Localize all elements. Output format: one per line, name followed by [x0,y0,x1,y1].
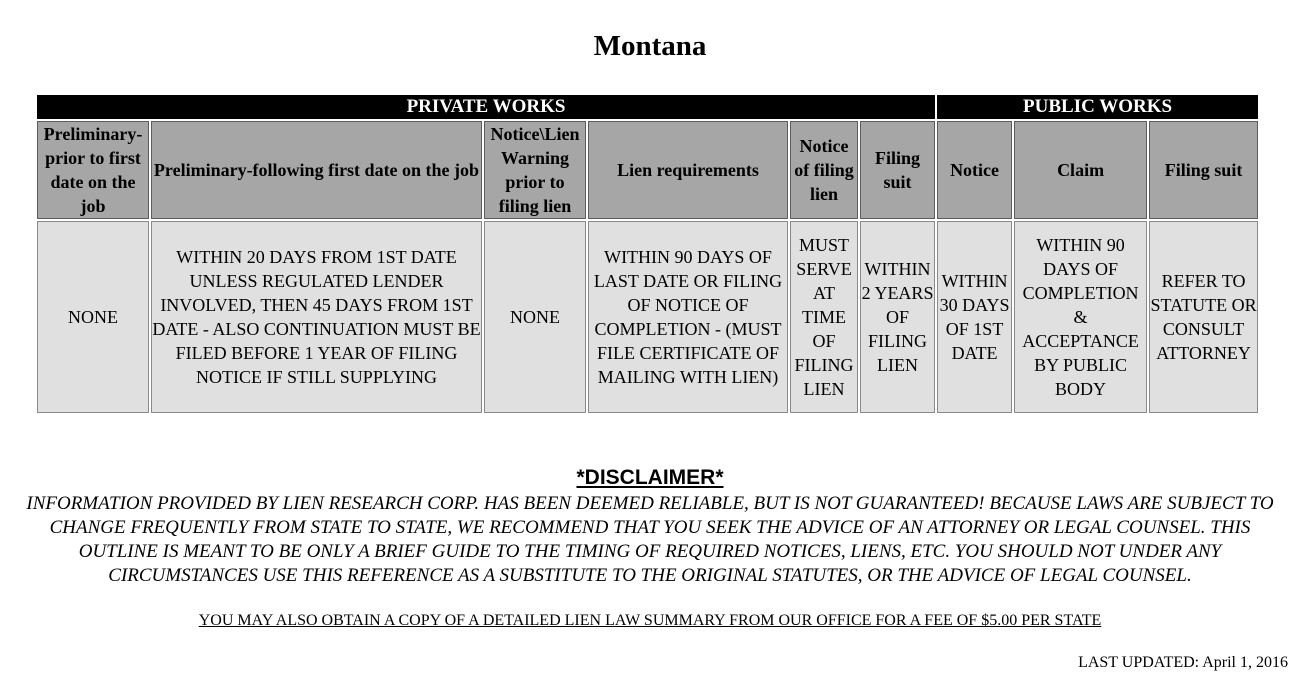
column-header-row [37,121,1258,219]
summary-link-container [0,610,1300,632]
cell-public-claim: WITHIN 90 DAYS OF COMPLETION & ACCEPTANCE BY PUBLIC BODY [1014,221,1147,413]
cell-public-notice: WITHIN 30 DAYS OF 1ST DATE [937,221,1012,413]
column-header-notice-lien-warning: Notice\Lien Warning prior to filing lien [484,121,586,219]
disclaimer-text: INFORMATION PROVIDED BY LIEN RESEARCH CORP. HAS BEEN DEEMED RELIABLE, BUT IS NOT GUARANTEED! BECAUSE LAWS ARE SUBJECT TO CHANGE FREQUENTLY FROM STATE TO STATE, WE RECOMMEND THAT YOU SEEK THE ADVICE OF AN ATTORNEY OR LEGAL COUNSEL. THIS OUTLINE IS MEANT TO BE ONLY A BRIEF GUIDE TO THE TIMING OF REQUIRED NOTICES, LIENS, ETC. YOU SHOULD NOT UNDER ANY CIRCUMSTANCES USE THIS REFERENCE AS A SUBSTITUTE TO THE ORIGINAL STATUTES, OR THE ADVICE OF LEGAL COUNSEL. [26,493,1274,586]
lien-summary-link[interactable]: YOU MAY ALSO OBTAIN A COPY OF A DETAILED LIEN LAW SUMMARY FROM OUR OFFICE FOR A FEE OF $5.00 PER STATE [198,612,1102,629]
column-header-public-filing-suit: Filing suit [1149,121,1258,219]
cell-lien-requirements: WITHIN 90 DAYS OF LAST DATE OR FILING OF NOTICE OF COMPLETION - (MUST FILE CERTIFICATE OF MAILING WITH LIEN) [588,221,788,413]
column-header-preliminary-following: Preliminary-following first date on the job [151,121,482,219]
column-header-notice-of-filing-lien: Notice of filing lien [790,121,858,219]
disclaimer-heading: *DISCLAIMER* [576,466,724,489]
column-header-lien-requirements: Lien requirements [588,121,788,219]
column-header-public-notice: Notice [937,121,1012,219]
column-header-preliminary-prior: Preliminary-prior to first date on the job [37,121,149,219]
cell-preliminary-following: WITHIN 20 DAYS FROM 1ST DATE UNLESS REGULATED LENDER INVOLVED, THEN 45 DAYS FROM 1ST DATE - ALSO CONTINUATION MUST BE FILED BEFORE 1 YEAR OF FILING NOTICE IF STILL SUPPLYING [151,221,482,413]
page-title: Montana [593,30,707,62]
last-updated: LAST UPDATED: April 1, 2016 [1078,654,1288,671]
cell-preliminary-prior: NONE [37,221,149,413]
private-works-header: PRIVATE WORKS [37,95,935,119]
lien-requirements-table [35,93,1260,415]
column-header-private-filing-suit: Filing suit [860,121,935,219]
cell-notice-lien-warning: NONE [484,221,586,413]
column-header-public-claim: Claim [1014,121,1147,219]
cell-public-filing-suit: REFER TO STATUTE OR CONSULT ATTORNEY [1149,221,1258,413]
public-works-header: PUBLIC WORKS [937,95,1258,119]
table-row [37,221,1258,413]
cell-private-filing-suit: WITHIN 2 YEARS OF FILING LIEN [860,221,935,413]
cell-notice-of-filing-lien: MUST SERVE AT TIME OF FILING LIEN [790,221,858,413]
group-header-row [37,95,1258,119]
